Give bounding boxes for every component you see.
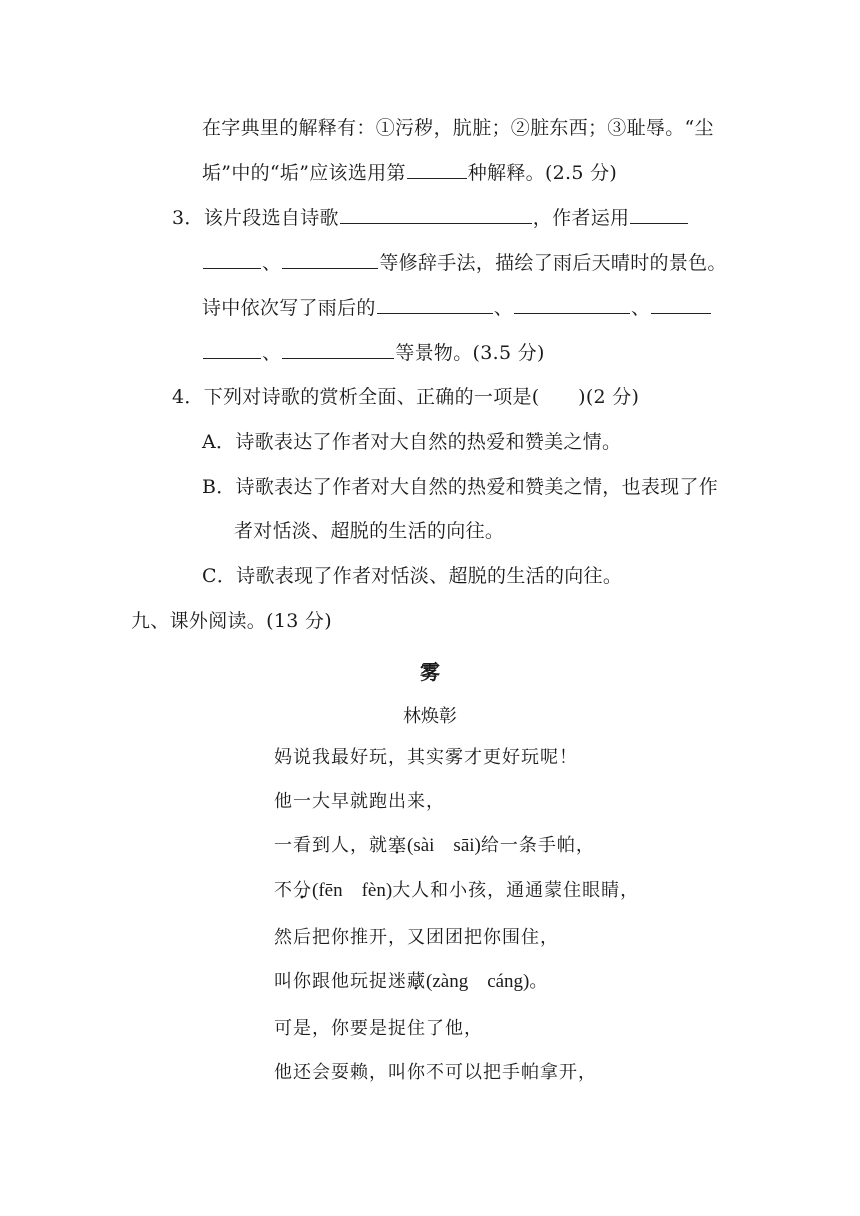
dotted-char: 分 [293, 880, 312, 901]
answer-blank-scene-4[interactable] [282, 340, 394, 359]
answer-blank-poem-title[interactable] [340, 205, 532, 224]
answer-blank-scene-3b[interactable] [203, 340, 261, 359]
q3-line-2-text: 等修辞手法，描绘了雨后天晴时的景色。 [379, 252, 727, 274]
q2-line-2 [202, 160, 617, 185]
q2-line-1: 在字典里的解释有：①污秽，肮脏；②脏东西；③耻辱。“尘 [202, 117, 714, 139]
poem-line-6-a: 叫你跟他玩捉迷 [274, 971, 407, 992]
poem-line-1: 妈说我最好玩，其实雾才更好玩呢！ [274, 747, 578, 768]
q3-line-4 [202, 340, 545, 365]
poem-line-2: 他一大早就跑出来， [274, 791, 445, 812]
q4-option-a[interactable]: A．诗歌表达了作者对大自然的热爱和赞美之情。 [202, 431, 622, 453]
answer-blank-technique-1b[interactable] [203, 250, 261, 269]
poem-author: 林焕彰 [403, 706, 457, 727]
answer-blank-scene-1[interactable] [377, 295, 493, 314]
q2-line-2-suffix: 种解释。(2.5 分) [467, 162, 618, 184]
poem-line-6 [274, 970, 548, 994]
poem-title: 雾 [420, 660, 440, 684]
answer-blank-technique-2[interactable] [282, 250, 378, 269]
poem-line-6-b: 。 [529, 971, 549, 992]
pinyin-choice[interactable]: (zàng cáng) [426, 971, 530, 992]
section-heading: 九、课外阅读。(13 分) [131, 610, 332, 632]
poem-line-5: 然后把你推开，又团团把你围住， [274, 927, 559, 948]
poem-line-8: 他还会耍赖，叫你不可以把手帕拿开， [274, 1062, 597, 1083]
dotted-char: 塞 [388, 835, 407, 856]
q3-stem: 3．该片段选自诗歌 [172, 207, 339, 229]
pinyin-choice[interactable]: (fēn fèn) [312, 880, 393, 901]
q4-option-b-cont: 者对恬淡、超脱的生活的向往。 [234, 520, 505, 542]
poem-line-3-b: 给一条手帕， [480, 835, 595, 856]
q3-line-2 [202, 250, 727, 275]
dotted-char: 藏 [407, 971, 426, 992]
answer-blank-technique-1a[interactable] [630, 205, 688, 224]
poem-line-4 [274, 879, 639, 903]
q3-line-3-text: 诗中依次写了雨后的 [202, 297, 376, 319]
answer-blank[interactable] [407, 160, 467, 179]
separator: 、 [262, 342, 282, 364]
answer-blank-scene-2[interactable] [514, 295, 630, 314]
q3-line-3 [202, 295, 712, 320]
poem-line-7: 可是，你要是捉住了他， [274, 1018, 483, 1039]
q4-stem: 4．下列对诗歌的赏析全面、正确的一项是( )(2 分) [172, 386, 640, 408]
answer-blank-scene-3a[interactable] [651, 295, 711, 314]
separator: 、 [493, 297, 514, 319]
pinyin-choice[interactable]: (sài sāi) [407, 835, 481, 856]
separator: 、 [262, 252, 282, 274]
separator: 、 [631, 297, 651, 319]
poem-line-4-a: 不 [274, 880, 293, 901]
q3-author-uses: ，作者运用 [532, 207, 630, 229]
q3-line-1 [172, 205, 689, 230]
q4-option-b[interactable]: B．诗歌表达了作者对大自然的热爱和赞美之情，也表现了作 [202, 476, 719, 498]
q3-line-4-text: 等景物。(3.5 分) [395, 342, 545, 364]
q2-line-2-prefix: 垢”中的“垢”应该选用第 [202, 162, 406, 184]
q4-option-c[interactable]: C．诗歌表现了作者对恬淡、超脱的生活的向往。 [202, 565, 623, 587]
poem-line-4-b: 大人和小孩，通通蒙住眼睛， [392, 880, 640, 901]
poem-line-3-a: 一看到人，就 [274, 835, 388, 856]
poem-line-3 [274, 834, 595, 858]
